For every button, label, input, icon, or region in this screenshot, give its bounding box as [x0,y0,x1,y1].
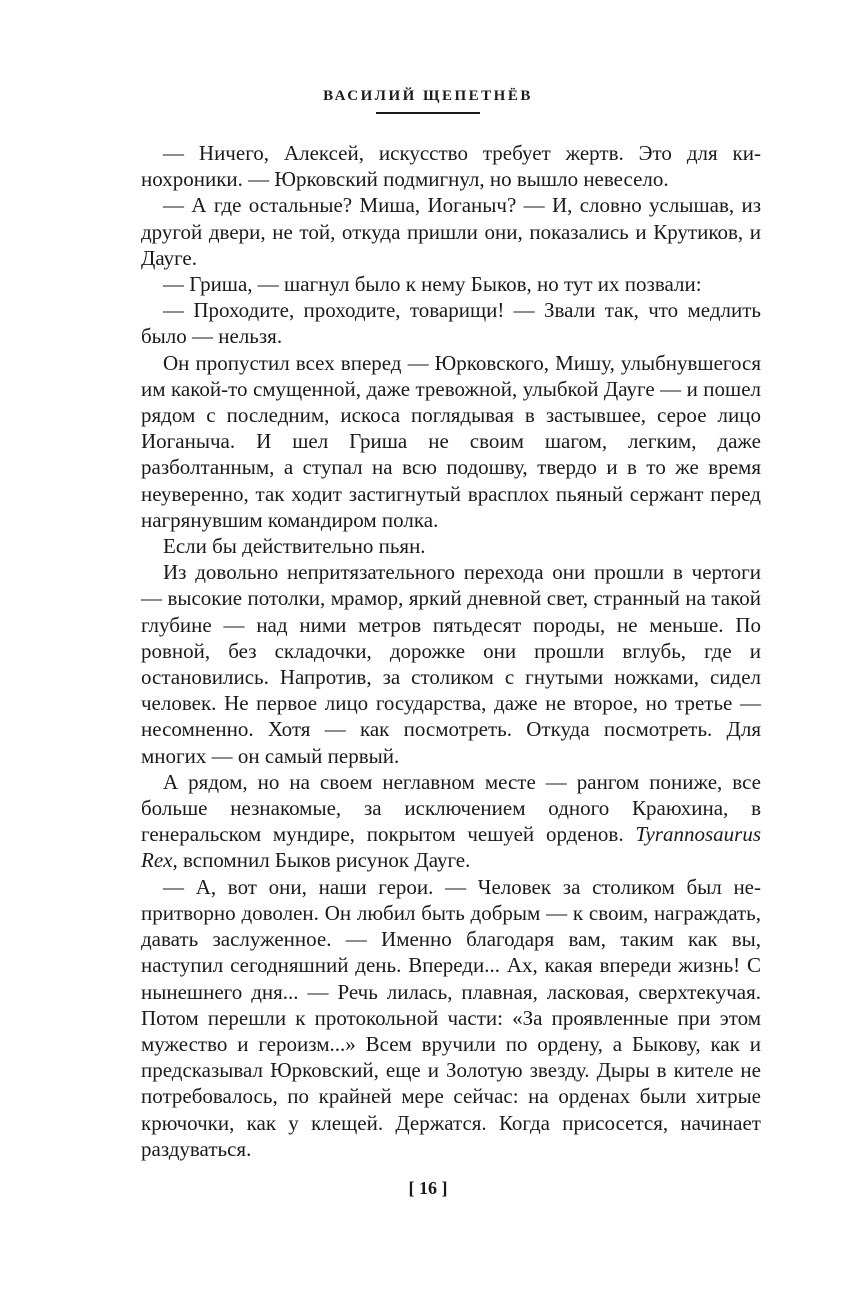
paragraph: — Проходите, проходите, товарищи! — Звали так, что медлить было — нельзя. [141,298,761,349]
paragraph: Если бы действительно пьян. [163,534,426,559]
body-text [141,140,761,1162]
paragraph-text: , вспомнил Быков рисунок Дауге. [172,848,471,873]
paragraph: — Гриша, — шагнул было к нему Быков, но тут их позвали: [163,272,702,297]
paragraph: — Ничего, Алексей, искусство требует жертв. Это для кинохроники. — Юрковский подмигнул, но вышло невесело. [141,141,761,192]
paragraph: — А, вот они, наши герои. — Человек за столиком был непритворно доволен. Он любил быть добрым — к своим, награждать, давать заслуженное. — Именно благодаря вам, таким как вы, наступил сегодняшний день. Впереди... Ах, какая впереди жизнь! С нынешнего дня... — Речь лилась, плавная, ласковая, сверхтекучая. Потом перешли к протокольной части: «За проявленные при этом мужество и героизм...» Всем вручили по ордену, а Быкову, как и предсказывал Юрковский, еще и Золотую звезду. Дыры в кителе не потребовалось, по крайней мере сейчас: на орденах были хитрые крючочки, как у клещей. Держатся. Когда присосется, начинает раздуваться. [141,874,761,1161]
header-rule [376,112,480,114]
paragraph: Он пропустил всех вперед — Юрковского, Мишу, улыбнувшегося им какой-то смущенной, даже тревожной, улыбкой Дауге — и пошел рядом с последним, искоса поглядывая в застывшее, серое лицо Иоганыча. И шел Гриша не своим шагом, легким, даже разболтанным, а ступал на всю подошву, твердо и в то же время неуверенно, так ходит застигнутый врасплох пьяный сержант перед нагрянувшим командиром полка. [141,350,761,532]
paragraph [141,769,761,874]
paragraph: — А где остальные? Миша, Иоганыч? — И, словно услышав, из другой двери, не той, откуда пришли они, показались и Крутиков, и Дауге. [141,193,761,270]
running-header [0,88,856,114]
paragraph-text: А рядом, но на своем неглавном месте — рангом пониже, все больше незнакомые, за исключением одного Краюхина, в генеральском мундире, покрытом чешуей орденов. [141,769,761,847]
paragraph: Из довольно непритязательного перехода они прошли в чертоги — высокие потолки, мрамор, яркий дневной свет, странный на такой глубине — над ними метров пятьдесят породы, не меньше. По ровной, без складочки, дорожке они прошли вглубь, где и остановились. Напротив, за столиком с гнутыми ножками, сидел человек. Не первое лицо государства, даже не второе, но третье — несомненно. Хотя — как посмотреть. Откуда посмотреть. Для многих — он самый первый. [141,560,761,768]
italic-phrase: Tyrannosaurus Rex [141,822,761,873]
author-name: ВАСИЛИЙ ЩЕПЕТНЁВ [323,88,533,104]
page-number: [ 16 ] [408,1178,448,1198]
